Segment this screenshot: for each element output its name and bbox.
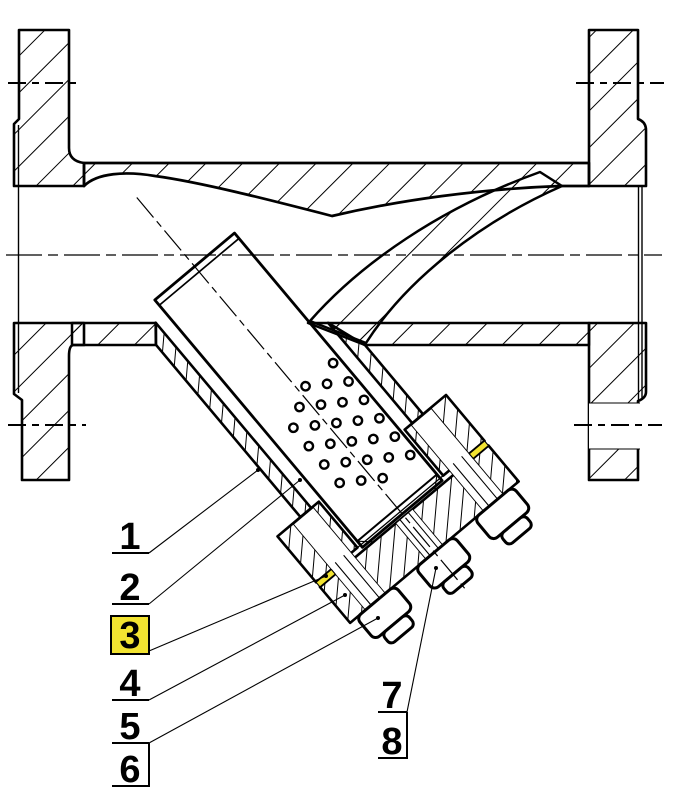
pipe-bottom-wall-left bbox=[72, 323, 156, 345]
callout-4: 4 bbox=[119, 663, 141, 705]
callout-5: 5 bbox=[119, 706, 141, 748]
callout-6: 6 bbox=[119, 749, 141, 791]
callout-2: 2 bbox=[119, 567, 141, 609]
callout-1: 1 bbox=[119, 516, 141, 558]
branch-neck-wall-left bbox=[145, 323, 311, 517]
callout-3: 3 bbox=[119, 615, 141, 657]
pipe-body bbox=[72, 163, 589, 345]
callout-8: 8 bbox=[381, 721, 403, 763]
callout-7: 7 bbox=[381, 675, 403, 717]
